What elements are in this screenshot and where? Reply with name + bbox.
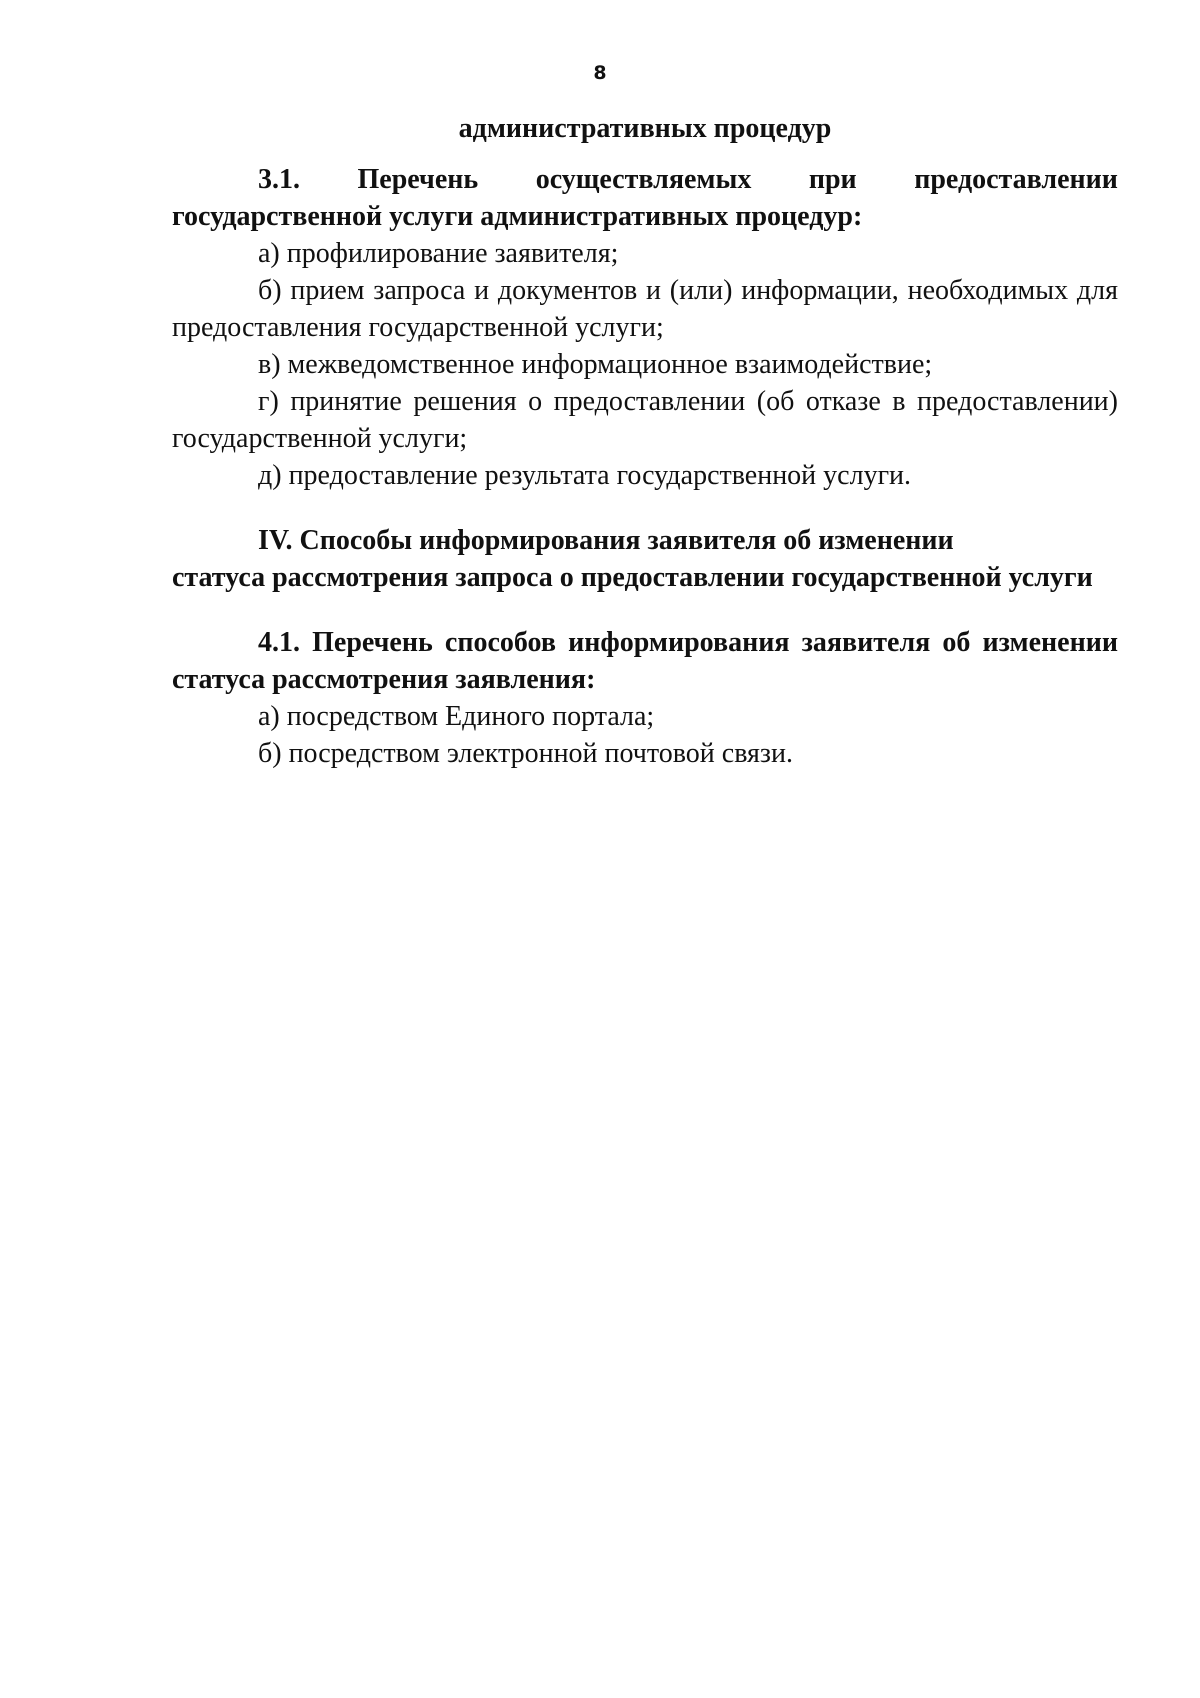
section-heading-continuation: административных процедур: [458, 113, 832, 144]
subsection-4-1-heading: 4.1. Перечень способов информирования заявителя об изменении статуса рассмотрения заявления:: [172, 627, 1118, 695]
section-4-title-line1: IV. Способы информирования заявителя об изменении: [258, 525, 954, 556]
page-number: 8: [593, 62, 607, 84]
heading-word: предоставлении: [914, 164, 1118, 195]
subsection-3-1-heading-line2: государственной услуги административных процедур:: [172, 201, 863, 232]
section-4-title: [172, 522, 1118, 596]
list-item: д) предоставление результата государственной услуги.: [258, 460, 912, 491]
subsection-3-1-heading-line1: [172, 161, 1118, 198]
list-item: а) профилирование заявителя;: [258, 238, 619, 269]
spacer: [172, 596, 1118, 624]
heading-word: осуществляемых: [535, 164, 752, 195]
heading-word: при: [808, 164, 857, 195]
list-item: в) межведомственное информационное взаимодействие;: [258, 349, 933, 380]
heading-word: Перечень: [357, 164, 479, 195]
list-item: б) посредством электронной почтовой связи.: [258, 738, 793, 769]
section-4-title-line2: статуса рассмотрения запроса о предоставлении государственной услуги: [172, 562, 1093, 593]
list-item: б) прием запроса и документов и (или) информации, необходимых для предоставления государственной услуги;: [172, 275, 1118, 343]
spacer: [172, 147, 1118, 161]
spacer: [172, 494, 1118, 522]
heading-number: 3.1.: [258, 164, 300, 195]
document-body: [172, 110, 1118, 772]
list-item: г) принятие решения о предоставлении (об отказе в предоставлении) государственной услуги;: [172, 386, 1118, 454]
list-item: а) посредством Единого портала;: [258, 701, 655, 732]
